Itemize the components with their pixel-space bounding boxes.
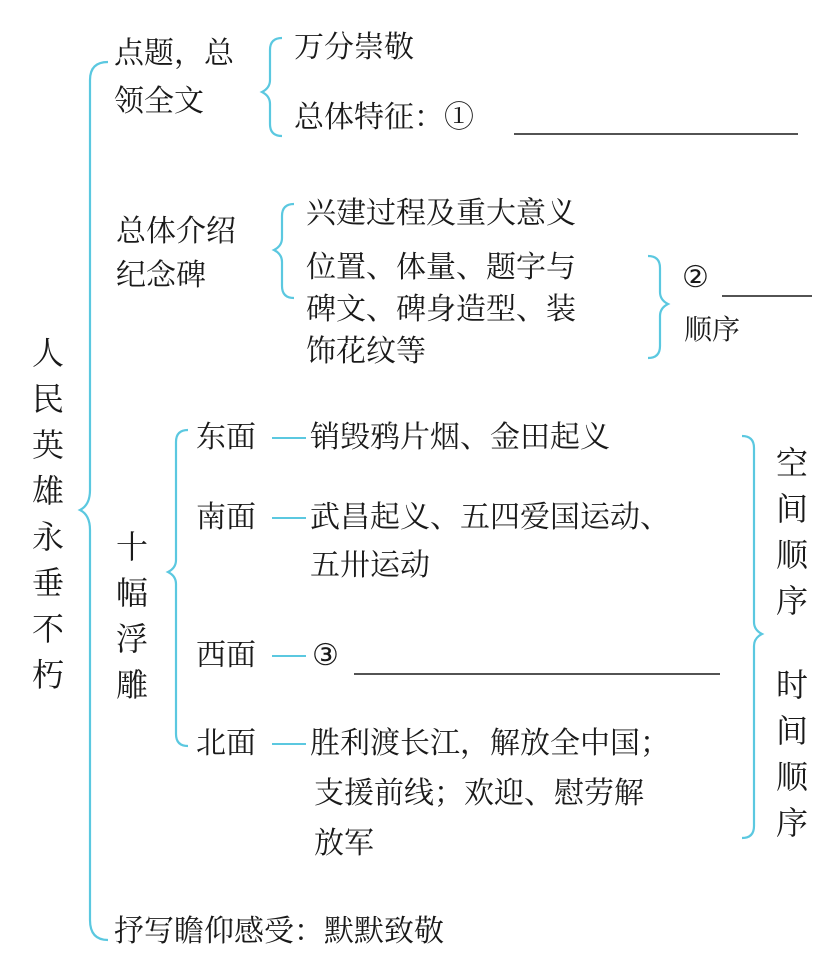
reliefs-label [112,524,152,708]
south-direction: 南面 [196,500,256,535]
north-content-line2: 支援前线；欢迎、慰劳解 [314,776,644,811]
time-order-label [772,662,812,846]
intro-item-praise: 万分崇敬 [294,30,414,65]
root-char: 永 [31,518,64,556]
north-content-line3: 放军 [314,826,374,861]
time-order-char: 时 [775,666,808,704]
spatial-order-char: 序 [775,582,808,620]
monument-item-details-line3: 饰花纹等 [306,334,426,369]
reliefs-bracket [168,430,188,746]
spatial-order-char: 间 [775,490,808,528]
feeling-text: 抒写瞻仰感受：默默致敬 [114,914,444,949]
reliefs-label-char: 十 [115,528,148,566]
east-direction: 东面 [196,420,256,455]
reliefs-label-char: 雕 [115,666,148,704]
intro-bracket [262,38,282,136]
root-title [28,330,68,698]
monument-order-bracket [648,256,668,358]
south-content-line1: 武昌起义、五四爱国运动、 [310,500,670,535]
root-char: 英 [31,426,64,464]
reliefs-order-bracket [742,436,762,838]
main-bracket [80,62,108,940]
intro-label-line2: 领全文 [114,84,204,119]
time-order-char: 顺 [775,758,808,796]
west-content: ③ [312,638,339,673]
monument-label-line1: 总体介绍 [116,214,236,249]
spatial-order-char: 顺 [775,536,808,574]
monument-order-blank-label: ② [682,260,709,295]
monument-order-suffix: 顺序 [684,313,741,346]
root-char: 雄 [31,472,64,510]
spatial-order-label [772,440,812,624]
root-char: 垂 [31,564,64,602]
monument-item-history: 兴建过程及重大意义 [306,196,576,231]
north-content-line1: 胜利渡长江，解放全中国； [310,726,670,761]
reliefs-label-char: 浮 [115,620,148,658]
monument-label-line2: 纪念碑 [116,258,206,293]
root-char: 不 [31,610,64,648]
root-char: 人 [31,334,64,372]
root-char: 民 [31,380,64,418]
monument-item-details-line1: 位置、体量、题字与 [306,250,576,285]
east-content: 销毁鸦片烟、金田起义 [310,420,610,455]
time-order-char: 间 [775,712,808,750]
time-order-char: 序 [775,804,808,842]
root-char: 朽 [31,656,64,694]
intro-label-line1: 点题，总 [114,36,234,71]
reliefs-label-char: 幅 [115,574,148,612]
west-direction: 西面 [196,638,256,673]
north-direction: 北面 [196,726,256,761]
spatial-order-char: 空 [775,444,808,482]
intro-item-feature: 总体特征：① [294,100,474,135]
south-content-line2: 五卅运动 [310,548,430,583]
monument-bracket [274,204,294,298]
monument-item-details-line2: 碑文、碑身造型、装 [306,292,576,327]
